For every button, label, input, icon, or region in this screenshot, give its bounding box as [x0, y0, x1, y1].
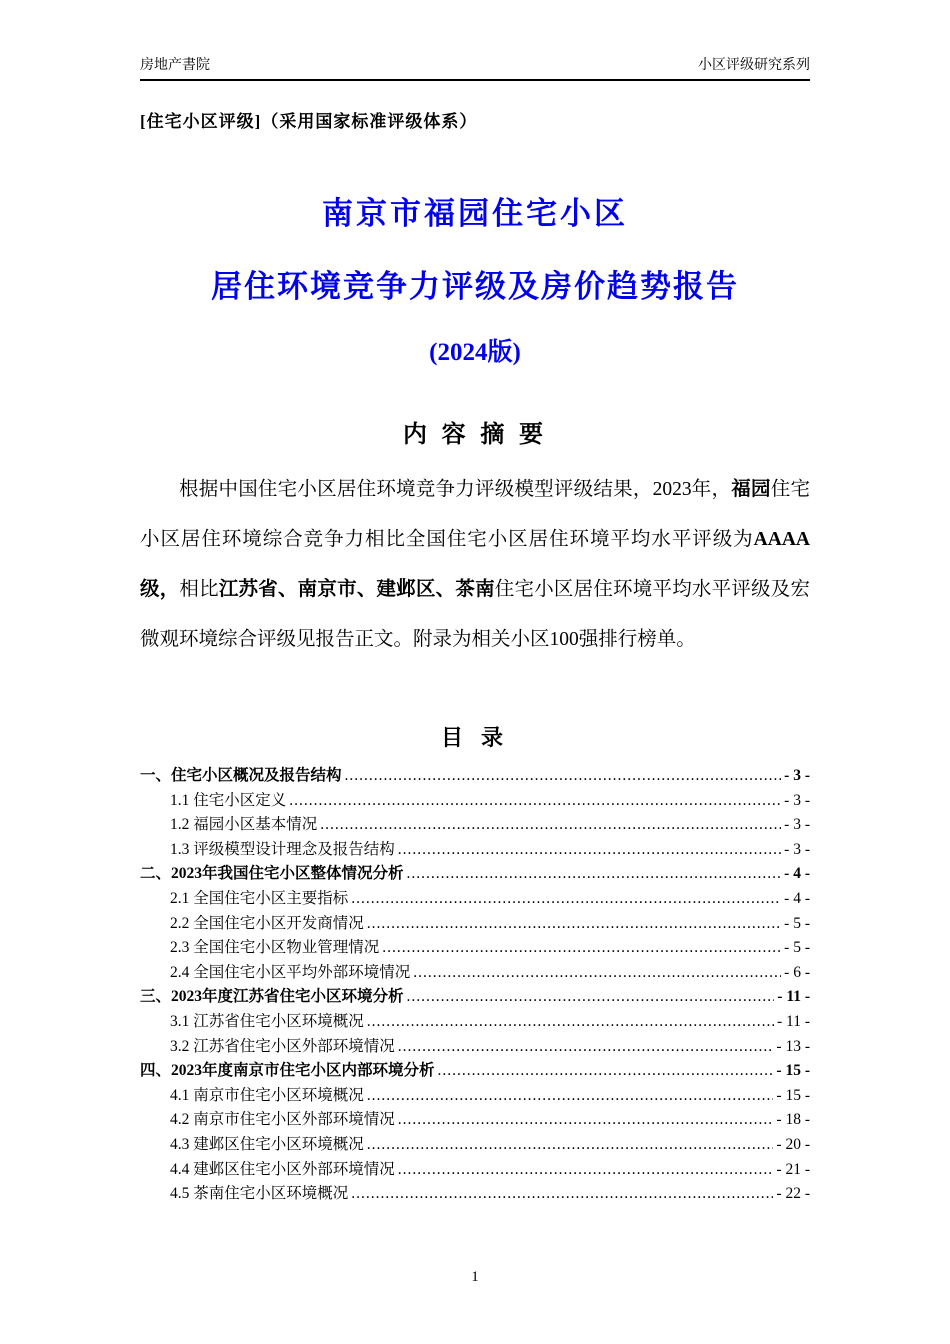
toc-leader-dots: [289, 789, 781, 814]
toc-entry-page: - 15 -: [776, 1086, 810, 1104]
toc-entry[interactable]: [140, 1108, 810, 1133]
toc-leader-dots: [398, 1035, 774, 1060]
summary-paragraph: [140, 465, 810, 665]
toc-entry[interactable]: [140, 813, 810, 838]
toc-entry-label: 二、2023年我国住宅小区整体情况分析: [140, 865, 404, 883]
doc-type-line: [住宅小区评级]（采用国家标准评级体系）: [140, 112, 478, 131]
toc-entry[interactable]: [140, 1059, 810, 1084]
toc-entry[interactable]: [140, 862, 810, 887]
toc-heading: 目 录: [440, 725, 510, 750]
toc-leader-dots: [367, 1133, 774, 1158]
toc-leader-dots: [320, 813, 781, 838]
toc-entry-page: - 20 -: [776, 1135, 810, 1153]
toc-entry-label: 4.1 南京市住宅小区环境概况: [170, 1086, 364, 1104]
toc-entry-label: 2.1 全国住宅小区主要指标: [170, 889, 349, 907]
header-left-text: 房地产書院: [140, 58, 210, 73]
toc-entry-page: - 11 -: [777, 1012, 810, 1030]
toc-entry-label: 2.4 全国住宅小区平均外部环境情况: [170, 963, 411, 981]
toc-leader-dots: [345, 764, 782, 789]
toc-entry[interactable]: [140, 838, 810, 863]
toc-leader-dots: [407, 862, 782, 887]
toc-entry-label: 4.4 建邺区住宅小区外部环境情况: [170, 1160, 395, 1178]
toc-entry[interactable]: [140, 985, 810, 1010]
toc-entry-page: - 11 -: [777, 988, 810, 1006]
toc-entry[interactable]: [140, 1084, 810, 1109]
toc-entry-page: - 5 -: [784, 914, 810, 932]
toc-entry-label: 1.2 福园小区基本情况: [170, 816, 318, 834]
report-edition: (2024版): [429, 339, 521, 366]
toc-leader-dots: [398, 838, 781, 863]
toc-entry-page: - 3 -: [784, 767, 810, 784]
toc-leader-dots: [413, 961, 781, 986]
toc-leader-dots: [351, 1182, 773, 1207]
toc-entry-page: - 4 -: [784, 889, 810, 907]
toc-entry[interactable]: [140, 1158, 810, 1183]
toc-entry-label: 3.1 江苏省住宅小区环境概况: [170, 1012, 364, 1030]
toc-leader-dots: [351, 887, 781, 912]
toc-entry-page: - 15 -: [776, 1062, 810, 1080]
summary-heading: 内 容 摘 要: [402, 421, 547, 448]
toc-entry[interactable]: [140, 1133, 810, 1158]
toc-entry-label: 2.3 全国住宅小区物业管理情况: [170, 939, 380, 957]
summary-segment-bold: 江苏省、南京市、建邺区、茶南: [218, 579, 495, 600]
toc-entry[interactable]: [140, 961, 810, 986]
toc-entry-label: 4.3 建邺区住宅小区环境概况: [170, 1135, 364, 1153]
toc-leader-dots: [398, 1158, 774, 1183]
toc-entry-label: 四、2023年度南京市住宅小区内部环境分析: [140, 1062, 435, 1080]
toc-entry[interactable]: [140, 887, 810, 912]
toc-entry[interactable]: [140, 912, 810, 937]
toc-leader-dots: [367, 1010, 774, 1035]
toc-leader-dots: [367, 1084, 774, 1109]
toc-entry-page: - 3 -: [784, 816, 810, 834]
page-header: [140, 0, 810, 74]
toc-leader-dots: [367, 912, 781, 937]
toc-entry[interactable]: [140, 1035, 810, 1060]
summary-segment: 相比: [179, 579, 219, 600]
header-rule: [140, 79, 810, 81]
toc-entry-label: 2.2 全国住宅小区开发商情况: [170, 914, 364, 932]
toc-entry[interactable]: [140, 764, 810, 789]
toc-entry[interactable]: [140, 789, 810, 814]
summary-segment-bold: AAAA级，: [140, 529, 810, 600]
toc-leader-dots: [398, 1108, 774, 1133]
table-of-contents: [140, 764, 810, 1207]
toc-entry-label: 1.3 评级模型设计理念及报告结构: [170, 840, 395, 858]
summary-segment: 根据中国住宅小区居住环境竞争力评级模型评级结果，2023年，: [179, 479, 732, 500]
toc-entry-page: - 21 -: [776, 1160, 810, 1178]
toc-entry-label: 一、住宅小区概况及报告结构: [140, 767, 342, 784]
report-title-line-2: 居住环境竞争力评级及房价趋势报告: [211, 269, 739, 304]
toc-entry-page: - 3 -: [784, 791, 810, 809]
toc-entry-page: - 6 -: [784, 963, 810, 981]
toc-entry-label: 1.1 住宅小区定义: [170, 791, 287, 809]
summary-segment-bold: 福园: [731, 479, 771, 500]
toc-leader-dots: [407, 985, 775, 1010]
toc-entry-label: 三、2023年度江苏省住宅小区环境分析: [140, 988, 404, 1006]
toc-entry-page: - 18 -: [776, 1111, 810, 1129]
header-right-text: 小区评级研究系列: [698, 58, 810, 73]
toc-entry-label: 4.2 南京市住宅小区外部环境情况: [170, 1111, 395, 1129]
toc-entry-page: - 5 -: [784, 939, 810, 957]
summary-segment: 住宅小区居住环境平均水平评级及宏微观环境综合评级见报告正文。附录为相关小区100强排行榜单。: [140, 579, 810, 650]
toc-entry-label: 4.5 茶南住宅小区环境概况: [170, 1185, 349, 1203]
page-number: 1: [471, 1269, 479, 1285]
toc-leader-dots: [438, 1059, 774, 1084]
toc-entry-page: - 4 -: [784, 865, 810, 883]
toc-entry-page: - 3 -: [784, 840, 810, 858]
toc-entry[interactable]: [140, 1182, 810, 1207]
toc-entry-label: 3.2 江苏省住宅小区外部环境情况: [170, 1037, 395, 1055]
toc-entry[interactable]: [140, 936, 810, 961]
toc-leader-dots: [382, 936, 781, 961]
summary-segment: 住宅小区居住环境综合竞争力相比全国住宅小区居住环境平均水平评级为: [140, 479, 810, 550]
toc-entry[interactable]: [140, 1010, 810, 1035]
toc-entry-page: - 22 -: [776, 1185, 810, 1203]
report-title-line-1: 南京市福园住宅小区: [322, 196, 628, 231]
title-block: [140, 188, 810, 368]
toc-entry-page: - 13 -: [776, 1037, 810, 1055]
